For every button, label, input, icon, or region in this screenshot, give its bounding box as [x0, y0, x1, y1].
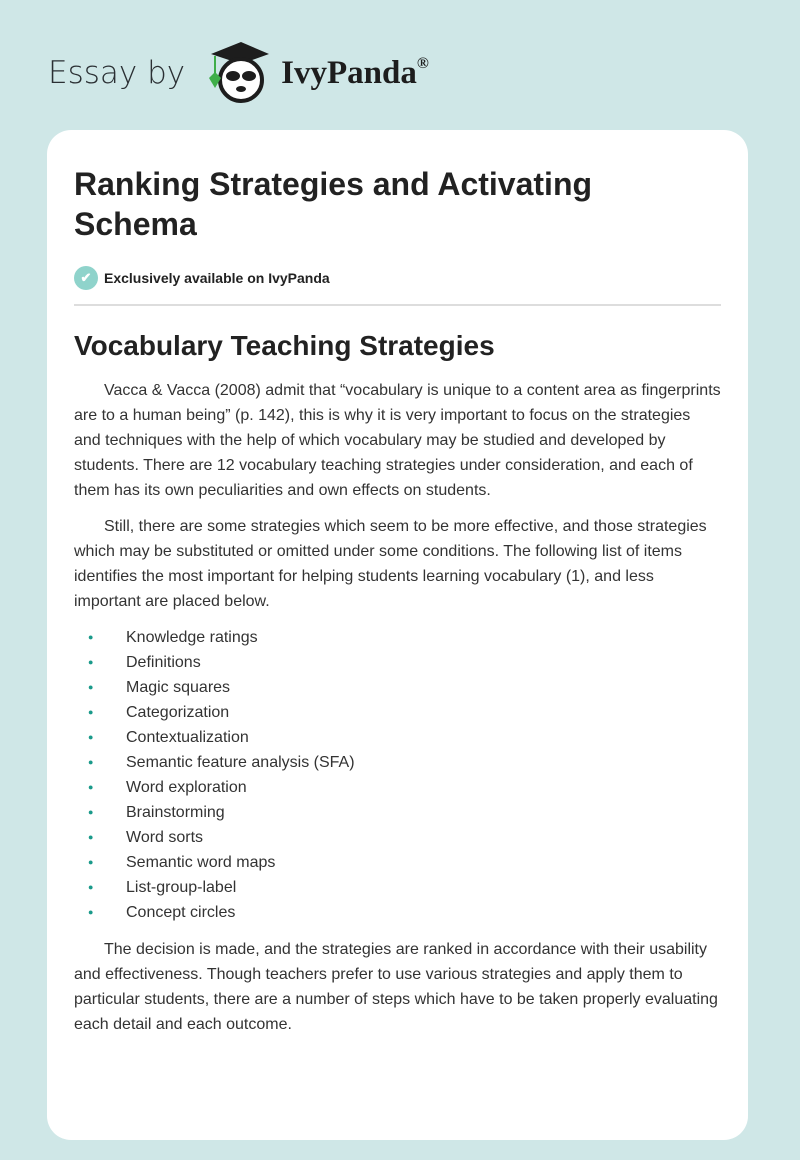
closing-paragraph: The decision is made, and the strategies are ranked in accordance with their usability and effectiveness. Though teachers prefer to use various strategies and apply them to particular students, there are a number of steps which have to be taken properly evaluating each detail and each outcome.	[74, 941, 718, 1033]
list-item-label: Concept circles	[126, 904, 236, 921]
list-item	[88, 750, 721, 775]
paragraph: Still, there are some strategies which seem to be more effective, and those strategies which may be substituted or omitted under some conditions. The following list of items identifies the most important for helping students learning vocabulary (1), and less important are placed below.	[74, 518, 707, 610]
bullet-icon: ●	[88, 882, 94, 892]
bullet-icon: ●	[88, 782, 94, 792]
badge-label: Exclusively available on IvyPanda	[104, 270, 330, 286]
list-item-label: Knowledge ratings	[126, 629, 258, 646]
list-item	[88, 900, 721, 925]
list-item	[88, 650, 721, 675]
bullet-icon: ●	[88, 807, 94, 817]
list-item	[88, 875, 721, 900]
list-item-label: Magic squares	[126, 679, 231, 696]
site-header	[48, 38, 429, 108]
list-item	[88, 675, 721, 700]
list-item-label: Semantic word maps	[126, 854, 276, 871]
bullet-icon: ●	[88, 682, 94, 692]
list-item	[88, 850, 721, 875]
panda-logo-icon[interactable]	[203, 36, 273, 111]
list-item-label: Brainstorming	[126, 804, 225, 821]
exclusive-badge	[74, 266, 721, 290]
strategy-list	[74, 625, 721, 925]
brand-name: IvyPanda®	[281, 54, 429, 91]
list-item	[88, 825, 721, 850]
bullet-icon: ●	[88, 907, 94, 917]
check-icon: ✔	[74, 266, 98, 290]
list-item	[88, 800, 721, 825]
page-title: Ranking Strategies and Activating Schema	[74, 166, 593, 242]
list-item	[88, 775, 721, 800]
bullet-icon: ●	[88, 832, 94, 842]
list-item-label: Contextualization	[126, 729, 249, 746]
paragraph: Vacca & Vacca (2008) admit that “vocabulary is unique to a content area as fingerprints are to a human being” (p. 142), this is why it is very important to focus on the strategies and techniques with the help of which vocabulary may be studied and developed by students. There are 12 vocabulary teaching strategies under consideration, and each of them has its own peculiarities and own effects on students.	[74, 382, 721, 499]
list-item-label: Semantic feature analysis (SFA)	[126, 754, 355, 771]
list-item	[88, 625, 721, 650]
bullet-icon: ●	[88, 632, 94, 642]
list-item-label: List-group-label	[126, 879, 237, 896]
list-item-label: Categorization	[126, 704, 230, 721]
bullet-icon: ●	[88, 707, 94, 717]
list-item-label: Word exploration	[126, 779, 247, 796]
bullet-icon: ●	[88, 757, 94, 767]
list-item-label: Definitions	[126, 654, 201, 671]
list-item	[88, 725, 721, 750]
section-heading: Vocabulary Teaching Strategies	[74, 330, 495, 361]
bullet-icon: ●	[88, 732, 94, 742]
article-card	[47, 130, 748, 1140]
bullet-icon: ●	[88, 657, 94, 667]
list-item-label: Word sorts	[126, 829, 204, 846]
divider	[74, 304, 721, 306]
bullet-icon: ●	[88, 857, 94, 867]
list-item	[88, 700, 721, 725]
essay-by-label: Essay by	[48, 55, 186, 91]
